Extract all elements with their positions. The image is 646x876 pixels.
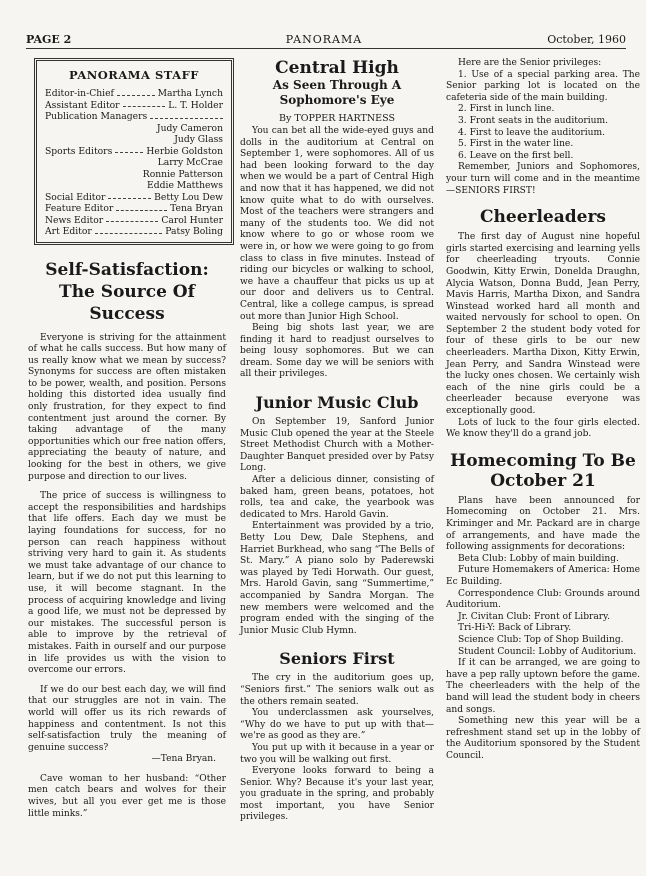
seniors-paragraph: You put up with it because in a year or two you will be walking out first. [240, 742, 434, 765]
list-item: Jr. Civitan Club: Front of Library. [458, 611, 610, 622]
staff-row [45, 226, 223, 238]
list-item: Science Club: Top of Shop Building. [458, 634, 624, 645]
staff-row [45, 215, 223, 227]
staff-box [34, 58, 234, 245]
staff-name: Judy Cameron [156, 122, 223, 134]
list-item: Student Council: Lobby of Auditorium. [458, 646, 637, 657]
music-club-paragraph: On September 19, Sanford Junior Music Club opened the year at the Steele Street Methodist Church with a Mother-Daughter Banquet presided over by Patsy Long. [240, 417, 434, 474]
leader-dashes [106, 215, 158, 223]
editorial-title-line2: The Source Of Success [59, 281, 195, 324]
staff-role: Art Editor [45, 226, 92, 237]
staff-name: Carol Hunter [161, 214, 223, 226]
newspaper-name: PANORAMA [285, 33, 363, 46]
column-right [446, 58, 640, 762]
staff-name: Tena Bryan [170, 203, 223, 214]
staff-row [45, 192, 223, 204]
central-high-paragraph: You can bet all the wide-eyed guys and dolls in the auditorium at Central on September 1, were sophomores. All of us had been looking forward to the day when we would be a part of Central High and now that it has happened, we did not know quite what to do with ourselves. Most of the teachers were strangers and many of the students too. We did not know where to go or whose room we were in, or how we were going to go from class to class in five minutes. Instead of riding our bicycles or walking to school, we have a chauffeur that picks us up at our door and delivers us to Central. Central, like a college campus, is spread out more than Junior High School. [240, 126, 434, 322]
staff-name: Ronnie Patterson [142, 168, 223, 180]
staff-role: Social Editor [45, 191, 106, 203]
column-left [28, 58, 226, 820]
staff-row [45, 123, 223, 135]
editorial-title-line1: Self-Satisfaction: [45, 259, 209, 280]
seniors-paragraph: The cry in the auditorium goes up, “Seniors first.” The seniors walk out as the others remain seated. [240, 673, 434, 707]
leader-dashes [116, 203, 167, 211]
central-high-subtitle: As Seen Through A Sophomore's Eye [272, 78, 402, 107]
staff-name: Herbie Goldston [146, 145, 223, 157]
staff-role: Publication Managers [45, 111, 148, 122]
staff-role: Feature Editor [45, 203, 114, 214]
leader-dashes [150, 111, 223, 119]
leader-dashes [108, 192, 151, 200]
staff-row [45, 146, 223, 158]
joke-paragraph: Cave woman to her husband: “Other men catch bears and wolves for their wives, but all you ever get me is those little minks.” [28, 773, 226, 819]
staff-title: PANORAMA STAFF [69, 68, 199, 82]
list-item: 6. Leave on the first bell. [458, 150, 574, 161]
list-item: 3. Front seats in the auditorium. [458, 115, 608, 126]
cheerleaders-title: Cheerleaders [480, 207, 606, 228]
cheerleaders-paragraph: Lots of luck to the four girls elected. We know they'll do a grand job. [446, 417, 640, 440]
staff-row [45, 100, 223, 112]
staff-row [45, 169, 223, 181]
leader-dashes [117, 88, 155, 96]
staff-name: Eddie Matthews [147, 180, 223, 191]
cheerleaders-paragraph: The first day of August nine hopeful girls started exercising and learning yells for cheerleading tryouts. Connie Goodwin, Kitty Erwin, Donelda Draughn, Alycia Watson, Donna Budd, Jean Perry, Mavis Harris, Martha Dixon, and Sandra Winstead worked hard all month and waited nervously for school to open. On September 2 the student body voted for four of these girls to be our new cheerleaders. Martha Dixon, Kitty Erwin, Jean Perry, and Sandra Winstead were the lucky ones chosen. We certainly wish each of the nine girls could be a cheerleader because everyone was exceptionally good. [446, 232, 640, 417]
staff-row [45, 111, 223, 123]
music-club-title: Junior Music Club [255, 393, 419, 413]
staff-name: Larry McCrae [157, 157, 223, 168]
staff-row [45, 203, 223, 215]
seniors-privileges-list [446, 70, 640, 163]
list-item: Tri-Hi-Y: Back of Library. [458, 623, 572, 634]
page-number: PAGE 2 [26, 33, 72, 46]
list-item: 4. First to leave the auditorium. [458, 127, 606, 138]
staff-name: L. T. Holder [168, 99, 223, 111]
seniors-closing: Remember, Juniors and Sophomores, your turn will come and in the meantime—SENIORS FIRST! [446, 162, 640, 196]
list-item: Correspondence Club: Grounds around Auditorium. [446, 588, 640, 611]
staff-name: Betty Lou Dew [154, 191, 223, 203]
staff-row [45, 180, 223, 192]
editorial-signature: —Tena Bryan. [151, 754, 216, 765]
list-item: 1. Use of a special parking area. The Senior parking lot is located on the cafeteria side of the main building. [446, 69, 640, 103]
staff-role: Assistant Editor [45, 99, 120, 111]
list-item: 5. First in the water line. [458, 139, 574, 150]
editorial-paragraph: If we do our best each day, we will find that our struggles are not in vain. The world will offer us its rich rewards of happiness and contentment. Is not this self-satisfaction truly the meaning of genuine success? [28, 684, 226, 753]
homecoming-paragraph: Something new this year will be a refreshment stand set up in the lobby of the Auditorium sponsored by the Student Council. [446, 716, 640, 761]
staff-role: News Editor [45, 214, 104, 226]
music-club-paragraph: After a delicious dinner, consisting of baked ham, green beans, potatoes, hot rolls, tea and cake, the yearbook was dedicated to Mrs. Harold Gavin. [240, 475, 434, 520]
list-item: 2. First in lunch line. [458, 104, 555, 115]
seniors-privileges-intro: Here are the Senior privileges: [458, 58, 602, 68]
central-high-title: Central High [275, 58, 399, 78]
page-header [22, 30, 626, 48]
central-high-byline: By TOPPER HARTNESS [279, 113, 395, 124]
seniors-first-title: Seniors First [279, 649, 395, 669]
staff-row [45, 134, 223, 146]
homecoming-paragraph: Plans have been announced for Homecoming on October 21. Mrs. Kriminger and Mr. Packard are in charge of arrangements, and have made the following assignments for decorations: [446, 495, 640, 553]
list-item: Beta Club: Lobby of main building. [458, 553, 619, 564]
seniors-paragraph: You underclassmen ask yourselves, “Why do we have to put up with that—we're as good as they are.” [240, 708, 434, 742]
homecoming-paragraph: If it can be arranged, we are going to have a pep rally uptown before the game. The cheerleaders with the help of the band will lead the student body in cheers and songs. [446, 658, 640, 715]
staff-list [45, 88, 223, 238]
editorial-paragraph: Everyone is striving for the attainment of what he calls success. But how many of us really know what we mean by success? Synonyms for success are often mistaken to be power, wealth, and position. Persons holding this distorted idea usually find only frustration, for they expect to find contentment just around the corner. By taking advantage of the many opportunities which our free nation offers, appreciating the beauty of nature, and looking for the best in others, we give purpose and direction to our lives. [28, 332, 226, 482]
staff-name: Judy Glass [174, 134, 223, 145]
staff-name: Patsy Boling [165, 226, 223, 237]
seniors-paragraph: Everyone looks forward to being a Senior. Why? Because it's your last year, you graduate in the spring, and probably most important, you have Senior privileges. [240, 766, 434, 823]
column-middle [240, 58, 434, 824]
staff-row [45, 88, 223, 100]
homecoming-title-line2: October 21 [490, 470, 596, 491]
editorial-paragraph: The price of success is willingness to accept the responsibilities and hardships that life offers. Each day we must be laying foundations for success, for no person can reach happiness without striving very hard to gain it. As students we must take advantage of our chance to learn, but if we do not put this learning to use, it will become stagnant. In the process of acquiring knowledge and living a good life, we must not be depressed by our mistakes. The successful person is able to improve by the retrieval of mistakes. Faith in ourself and our purpose in life provides us with the vision to overcome our errors. [28, 491, 226, 676]
header-rule [26, 48, 626, 49]
staff-role: Editor-in-Chief [45, 88, 114, 99]
list-item: Future Homemakers of America: Home Ec Building. [446, 565, 640, 587]
staff-row [45, 157, 223, 169]
leader-dashes [95, 226, 162, 234]
leader-dashes [123, 100, 166, 108]
leader-dashes [115, 146, 143, 154]
music-club-paragraph: Entertainment was provided by a trio, Betty Lou Dew, Dale Stephens, and Harriet Burkhead, who sang “The Bells of St. Mary.” A piano solo by Paderewski was played by Tedi Horwath. Our guest, Mrs. Harold Gavin, sang “Summertime,” accompanied by Sandra Morgan. The new members were welcomed and the program ended with the singing of the Junior Music Club Hymn. [240, 521, 434, 636]
issue-date: October, 1960 [547, 33, 626, 46]
staff-role: Sports Editors [45, 145, 113, 157]
staff-name: Martha Lynch [157, 88, 223, 99]
central-high-paragraph: Being big shots last year, we are finding it hard to readjust ourselves to being lousy sophomores. But we can dream. Some day we will be seniors with all their privileges. [240, 323, 434, 380]
homecoming-assignments-list [446, 554, 640, 658]
homecoming-title-line1: Homecoming To Be [450, 450, 636, 471]
